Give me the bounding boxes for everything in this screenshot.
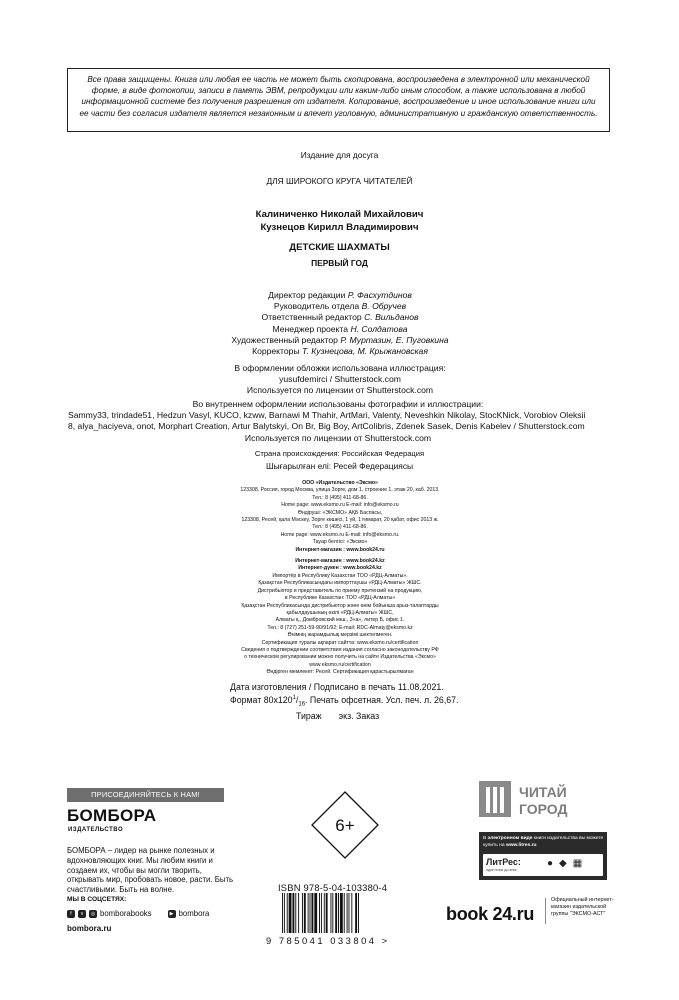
- print-info: [230, 682, 490, 722]
- store-icons: [547, 858, 582, 869]
- barcode-bar: [358, 893, 359, 933]
- promo-text: купить на: [483, 843, 506, 848]
- chitai-line2: ГОРОД: [519, 801, 568, 817]
- imprint-line: Дистрибьютор и представитель по приему претензий на продукцию,: [257, 587, 423, 594]
- barcode-bar: [347, 893, 348, 933]
- imprint-line: Өнімнің жарамдылық мерзімі шектелмеген.: [287, 632, 393, 639]
- copyright-notice: Все права защищены. Книга или любая ее часть не может быть скопирована, воспроизведена в электронной или механической форме, в виде фотокопии, записи в память ЭВМ, репродукции или каким-либо иным способом, а также использована в любой информационной системе без получения разрешения от издателя. Копирование, воспроизведение и иное использование книги или ее части без согласия издателя является незаконным и влечет уголовную, административную и гражданскую ответственность.: [67, 68, 610, 132]
- age-rating-text: 6+: [335, 816, 355, 835]
- imprint-line: Интернет-дүкен : www.book24.kz: [298, 565, 382, 572]
- credit-line: [150, 335, 530, 346]
- credit-line: [150, 301, 530, 312]
- instagram-icon[interactable]: ◎: [90, 910, 96, 917]
- credit-name: Р. Фасхутдинов: [347, 290, 412, 300]
- credit-name: Р. Муртазин, Е. Пуговкина: [340, 334, 449, 345]
- barcode-bar: [284, 893, 285, 933]
- bombora-description: БОМБОРА – лидер на рынке полезных и вдохновляющих книг. Мы любим книги и создаем их, чтобы вы могли творить, открывать мир, пробовать новое, расти. Быть счастливыми. Быть на волне.: [67, 846, 234, 895]
- credit-role: Директор редакции: [268, 290, 346, 300]
- imprint-line: Home page: www.eksmo.ru E-mail: info@eksmo.ru: [281, 502, 399, 509]
- bombora-logo: БОМБОРА: [67, 806, 157, 825]
- format-sup: 1: [292, 695, 296, 701]
- barcode-bar: [295, 893, 296, 933]
- credit-name: Н. Солдатова: [350, 323, 408, 334]
- barcode-bar: [351, 893, 352, 933]
- barcode-bar: [349, 893, 350, 933]
- credit-role: Ответственный редактор: [261, 312, 362, 323]
- barcode-bar: [310, 893, 311, 933]
- credit-name: С. Вильданов: [364, 312, 419, 323]
- inner-photos-intro: Во внутреннем оформлении использованы фотографии и иллюстрации:: [192, 399, 484, 409]
- barcode-bar: [302, 893, 303, 933]
- imprint-line: Интернет-магазин : www.book24.ru: [295, 546, 385, 553]
- chitai-book-icon: [486, 787, 490, 813]
- barcode-bar: [287, 893, 288, 933]
- social-row: [67, 909, 209, 918]
- barcode-bar: [292, 893, 294, 933]
- inner-photos-line: 8, alya_haciyeva, onot, Morphart Creation, Artur Balytskyi, On Br, Big Boy, ArtColibris, Zdenek Sasek, Denis Kabelev / Shutterstock.com: [68, 421, 585, 432]
- barcode-bar: [330, 893, 331, 933]
- litres-logo[interactable]: ЛитРес:: [486, 857, 521, 867]
- windows-icon[interactable]: ▦: [572, 858, 583, 869]
- credit-line: [150, 312, 530, 323]
- format-prefix: Формат 80x120: [230, 694, 293, 705]
- imprint-line: 123308, Ресей, қала Мәскеу, Зорге көшесі, 1 үй, 1 ғимарат, 20 қабат, офис 2013 ж.: [241, 517, 439, 524]
- book-subtitle: ПЕРВЫЙ ГОД: [311, 258, 368, 268]
- stores-strip: [483, 854, 603, 876]
- origin-kz: Шығарылған елі: Ресей Федерациясы: [265, 461, 414, 471]
- credit-name: В. Обручев: [361, 301, 407, 312]
- social-handle-bombora[interactable]: bombora: [178, 909, 210, 918]
- inner-photos-license: Используется по лицензии от Shutterstock.com: [244, 432, 432, 443]
- author-2: Кузнецов Кирилл Владимирович: [260, 222, 419, 233]
- credit-line: [150, 346, 530, 357]
- format-sub: 16: [298, 701, 306, 708]
- cover-illustration-line: Используется по лицензии от Shutterstock.com: [246, 385, 434, 396]
- print-format: Формат $80x120^1/_{16}$. Печать офсетная. Усл. печ. л. 26,67.: [230, 694, 459, 708]
- cover-illustration-line: В оформлении обложки использована иллюстрация:: [234, 363, 446, 373]
- edition-type: Издание для досуга: [300, 150, 379, 160]
- cover-illustration-line: yusufdemirci / Shutterstock.com: [279, 374, 401, 385]
- barcode-bar: [324, 893, 325, 933]
- imprint-line: Сертификация туралы ақпарат сайтта: www.eksmo.ru/certification: [261, 639, 419, 646]
- imprint-line: Тел.: 8 (727) 251-59-90/91/92; E-mail: RDC-Almaty@eksmo.kz: [267, 624, 413, 631]
- imprint-line: Алматы қ., Домбровский көш., 3«а», литер Б, офис 1.: [275, 617, 405, 624]
- imprint-line: Тел.: 8 (495) 411-68-86.: [312, 494, 368, 501]
- promo-text: книги издательства вы можете: [532, 836, 604, 841]
- credits-block: [150, 290, 530, 357]
- imprint-line: Өндіруші: «ЭКСМО» АҚБ Баспасы,: [297, 509, 383, 516]
- format-suffix: . Печать офсетная. Усл. печ. л. 26,67.: [305, 694, 459, 705]
- barcode-bar: [308, 893, 309, 933]
- imprint-line: о техническом регулировании можно получить на сайте Издательства «Эксмо»: [244, 654, 436, 661]
- imprint-line: Интернет-магазин : www.book24.kz: [295, 558, 385, 565]
- barcode-bar: [335, 893, 337, 933]
- imprint-line: в Республике Казахстан: ТОО «РДЦ-Алматы»: [284, 595, 396, 602]
- barcode-bar: [338, 893, 339, 933]
- barcode-bar: [298, 893, 299, 933]
- print-date: Дата изготовления / Подписано в печать 11.08.2021.: [230, 682, 444, 692]
- chitai-book-icon: [493, 787, 497, 813]
- barcode-bar: [326, 893, 328, 933]
- barcode: [278, 893, 402, 937]
- inner-photos-line: Sammy33, trindade51, Hedzun Vasyl, KUCO, kzww, Barnawi M Thahir, ArtMari, Valenty, Neveshkin Nikolay, StocKNick, Vorobiov Oleksii: [68, 410, 586, 421]
- imprint-line: 123308, Россия, город Москва, улица Зорге, дом 1, строение 1, этаж 20, каб. 2013.: [240, 487, 440, 494]
- vk-icon[interactable]: v: [78, 910, 86, 918]
- barcode-bar: [311, 893, 313, 933]
- barcode-bar: [344, 893, 345, 933]
- origin-ru: Страна происхождения: Российская Федерация: [254, 449, 425, 458]
- apple-icon[interactable]: ●: [547, 858, 554, 869]
- audience-label: ДЛЯ ШИРОКОГО КРУГА ЧИТАТЕЛЕЙ: [266, 176, 413, 186]
- barcode-bar: [314, 893, 317, 933]
- join-us-banner: ПРИСОЕДИНЯЙТЕСЬ К НАМ!: [67, 788, 224, 802]
- barcode-bar: [355, 893, 357, 933]
- litres-link[interactable]: www.litres.ru: [505, 843, 537, 848]
- credit-role: Менеджер проекта: [272, 323, 349, 334]
- credit-role: Корректоры: [252, 346, 300, 357]
- barcode-bar: [304, 893, 306, 933]
- android-icon[interactable]: ◆: [559, 858, 567, 869]
- barcode-bar: [282, 893, 283, 933]
- imprint-line: Тауар белгісі: «Эксмо»: [312, 539, 368, 546]
- print-run: Тираж экз. Заказ: [296, 710, 380, 721]
- credit-role: Художественный редактор: [231, 334, 338, 345]
- chitai-book-icon: [500, 787, 504, 813]
- credit-role: Руководитель отдела: [273, 301, 360, 312]
- credit-name: Т. Кузнецова, М. Крыжановская: [302, 346, 428, 357]
- youtube-icon[interactable]: ▶: [168, 910, 176, 918]
- imprint-line: Импортёр в Республику Казахстан ТОО «РДЦ-Алматы».: [272, 572, 408, 579]
- imprint-line: Home page: www.eksmo.ru E-mail: info@eksmo.ru.: [280, 531, 400, 538]
- social-handle-bomborabooks[interactable]: bomborabooks: [100, 909, 152, 918]
- barcode-bar: [340, 893, 343, 933]
- isbn: ISBN 978-5-04-103380-4: [278, 882, 388, 893]
- litres-tagline: один клик до книг: [486, 868, 517, 872]
- imprint-line: www.eksmo.ru/certification: [309, 661, 371, 668]
- book-title: ДЕТСКИЕ ШАХМАТЫ: [289, 242, 390, 253]
- author-1: Калиниченко Николай Михайлович: [255, 209, 424, 220]
- credit-line: [150, 324, 530, 335]
- imprint-line: Тел.: 8 (495) 411-68-86.: [312, 524, 368, 531]
- bombora-site[interactable]: bombora.ru: [67, 924, 112, 933]
- ebook-promo-text: [483, 835, 603, 849]
- imprint-line: Өндірген мемлекет: Ресей. Сертификация қарастырылмаған: [266, 669, 414, 676]
- imprint-line: қабылдаушының өкілі «РДЦ-Алматы» ЖШС,: [286, 609, 394, 616]
- imprint-line: Қазақстан Республикасында дистрибьютор және өнім бойынша арыз-талаптарды: [241, 602, 439, 609]
- ebook-promo-panel: [479, 832, 607, 880]
- chitai-line1: ЧИТАЙ: [519, 784, 567, 800]
- inner-photos-block: [68, 399, 618, 444]
- barcode-bar: [289, 893, 292, 933]
- age-rating-badge: [310, 790, 380, 860]
- promo-text: В: [483, 836, 488, 841]
- barcode-digits: 9 785041 033804 >: [266, 935, 390, 946]
- barcode-bar: [332, 893, 333, 933]
- book24-divider: [545, 898, 546, 924]
- book24-logo[interactable]: book 24.ru: [446, 904, 535, 924]
- cover-illustration-block: [150, 363, 530, 397]
- barcode-bar: [321, 893, 322, 933]
- chitai-gorod-logo: [479, 781, 607, 819]
- promo-text-bold: электронном виде: [487, 836, 533, 841]
- credit-line: [150, 290, 530, 301]
- facebook-icon[interactable]: f: [67, 910, 75, 918]
- book24-note: Официальный интернет-магазин издательской группы "ЭКСМО-АСТ": [551, 897, 614, 918]
- barcode-bar: [319, 893, 320, 933]
- imprint-line: ООО «Издательство «Эксмо»: [302, 480, 378, 486]
- social-title: МЫ В СОЦСЕТЯХ:: [67, 896, 127, 903]
- imprint-line: Қазақстан Республикасындағы импорттаушы «РДЦ-Алматы» ЖШС.: [258, 580, 422, 587]
- bombora-publisher-label: ИЗДАТЕЛЬСТВО: [68, 827, 124, 833]
- imprint-block: [150, 480, 530, 677]
- imprint-line: Сведения о подтверждении соответствия издания согласно законодательству РФ: [241, 646, 439, 653]
